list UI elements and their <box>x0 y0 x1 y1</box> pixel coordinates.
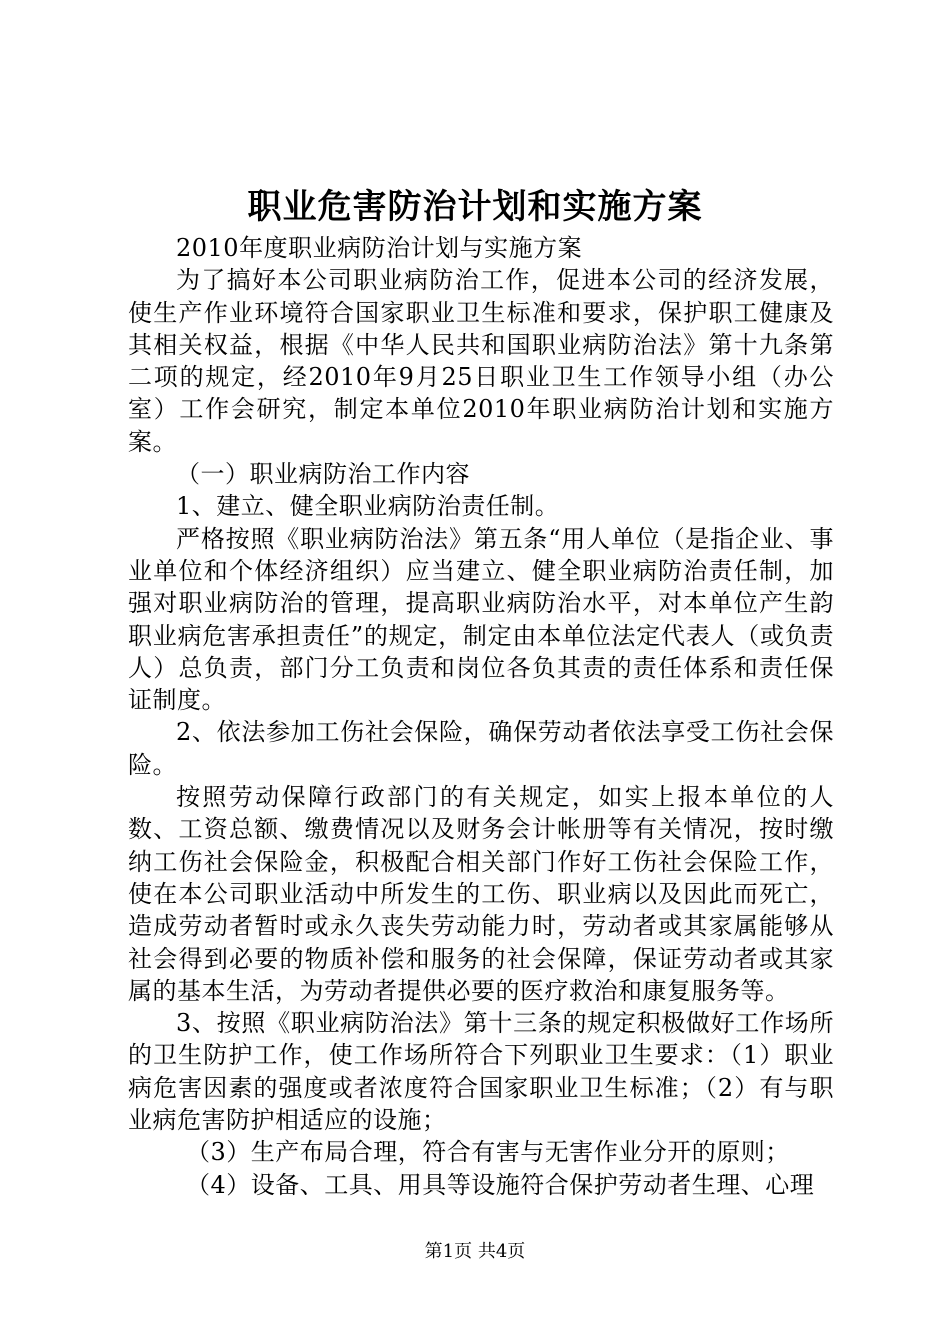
paragraph-requirement-3: （3）生产布局合理，符合有害与无害作业分开的原则； <box>186 1138 790 1167</box>
paragraph-item-2-body: 按照劳动保障行政部门的有关规定，如实上报本单位的人数、工资总额、缴费情况以及财务会计帐册等有关情况，按时缴纳工伤社会保险金，积极配合相关部门作好工伤社会保险工作，使在本公司职业活动中所发生的工伤、职业病以及因此而死亡，造成劳动者暂时或永久丧失劳动能力时，劳动者或其家属能够从社会得到必要的物质补偿和服务的社会保障，保证劳动者或其家属的基本生活，为劳动者提供必要的医疗救治和康复服务等。 <box>128 783 834 1005</box>
paragraph-subtitle: 2010年度职业病防治计划与实施方案 <box>176 234 583 262</box>
document-body <box>128 232 834 1201</box>
paragraph-intro: 为了搞好本公司职业病防治工作，促进本公司的经济发展，使生产作业环境符合国家职业卫生标准和要求，保护职工健康及其相关权益，根据《中华人民共和国职业病防治法》第十九条第二项的规定，经2010年9月25日职业卫生工作领导小组（办公室）工作会研究，制定本单位2010年职业病防治计划和实施方案。 <box>128 266 834 456</box>
document-title: 职业危害防治计划和实施方案 <box>247 187 703 227</box>
paragraph-item-2-heading: 2、依法参加工伤社会保险，确保劳动者依法享受工伤社会保险。 <box>128 718 834 779</box>
paragraph-requirement-4: （4）设备、工具、用具等设施符合保护劳动者生理、心理 <box>186 1170 815 1199</box>
paragraph-section-heading: （一）职业病防治工作内容 <box>176 460 470 489</box>
paragraph-item-3: 3、按照《职业病防治法》第十三条的规定积极做好工作场所的卫生防护工作，使工作场所符合下列职业卫生要求：（1）职业病危害因素的强度或者浓度符合国家职业卫生标准；（2）有与职业病危害防护相适应的设施； <box>128 1009 834 1135</box>
paragraph-item-1-heading: 1、建立、健全职业病防治责任制。 <box>176 492 560 521</box>
paragraph-item-1-body: 严格按照《职业病防治法》第五条“用人单位（是指企业、事业单位和个体经济组织）应当建立、健全职业病防治责任制，加强对职业病防治的管理，提高职业病防治水平，对本单位产生韵职业病危害承担责任”的规定，制定由本单位法定代表人（或负责人）总负责，部门分工负责和岗位各负其责的责任体系和责任保证制度。 <box>128 524 834 715</box>
page-number-footer: 第1页 共4页 <box>424 1241 526 1262</box>
